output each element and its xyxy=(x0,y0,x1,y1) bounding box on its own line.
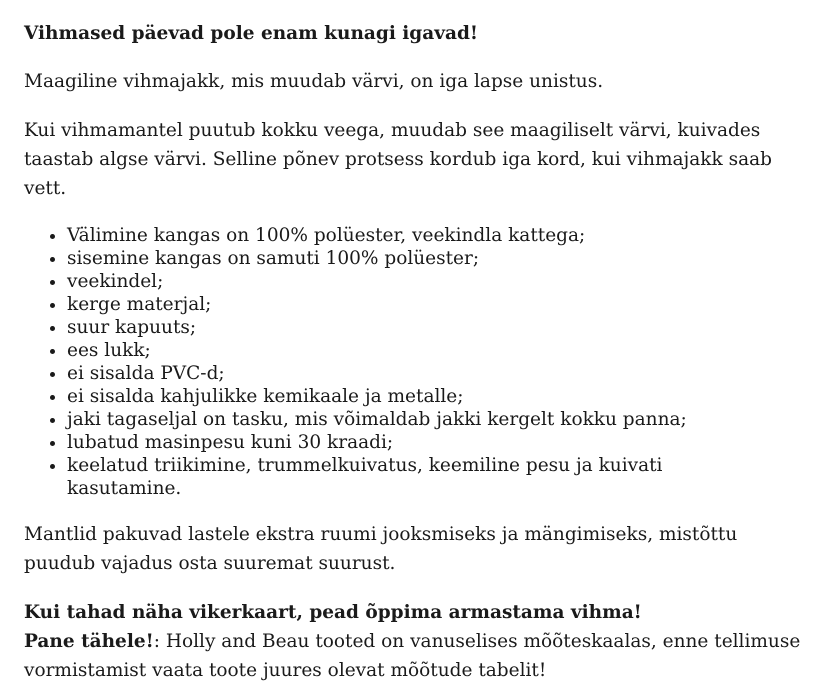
feature-item: • kerge materjal; xyxy=(67,293,804,316)
notice-label: Pane tähele! xyxy=(24,631,154,652)
description-paragraph: Kui vihmamantel puutub kokku veega, muudab see maagiliselt värvi, kuivades taastab algse värvi. Selline põnev protsess kordub iga kord, kui vihmajakk saab vett. xyxy=(24,120,772,199)
feature-item: • ei sisalda PVC-d; xyxy=(67,362,804,385)
feature-item: • ees lukk; xyxy=(67,339,804,362)
feature-item: • veekindel; xyxy=(67,270,804,293)
features-list xyxy=(24,224,804,500)
feature-item: • jaki tagaseljal on tasku, mis võimaldab jakki kergelt kokku panna; xyxy=(67,408,804,431)
features-list-wrap xyxy=(24,224,804,500)
feature-item: • sisemine kangas on samuti 100% polüester; xyxy=(67,247,804,270)
sizing-paragraph: Mantlid pakuvad lastele ekstra ruumi jooksmiseks ja mängimiseks, mistõttu puudub vajadus osta suuremat suurust. xyxy=(24,524,738,574)
notice-text: : Holly and Beau tooted on vanuselises mõõteskaalas, enne tellimuse vormistamist vaata toote juures olevat mõõtude tabelit! xyxy=(24,631,801,681)
feature-item: • ei sisalda kahjulikke kemikaale ja metalle; xyxy=(67,385,804,408)
slogan: Kui tahad näha vikerkaart, pead õppima armastama vihma! xyxy=(24,602,642,623)
intro-paragraph: Maagiline vihmajakk, mis muudab värvi, on iga lapse unistus. xyxy=(24,71,604,92)
feature-item: • lubatud masinpesu kuni 30 kraadi; xyxy=(67,431,804,454)
notice-paragraph xyxy=(24,627,804,685)
feature-item: • suur kapuuts; xyxy=(67,316,804,339)
description-heading: Vihmased päevad pole enam kunagi igavad! xyxy=(24,23,479,44)
feature-item: • Välimine kangas on 100% polüester, veekindla kattega; xyxy=(67,224,804,247)
feature-item: • keelatud triikimine, trummelkuivatus, keemiline pesu ja kuivati kasutamine. xyxy=(67,454,804,500)
